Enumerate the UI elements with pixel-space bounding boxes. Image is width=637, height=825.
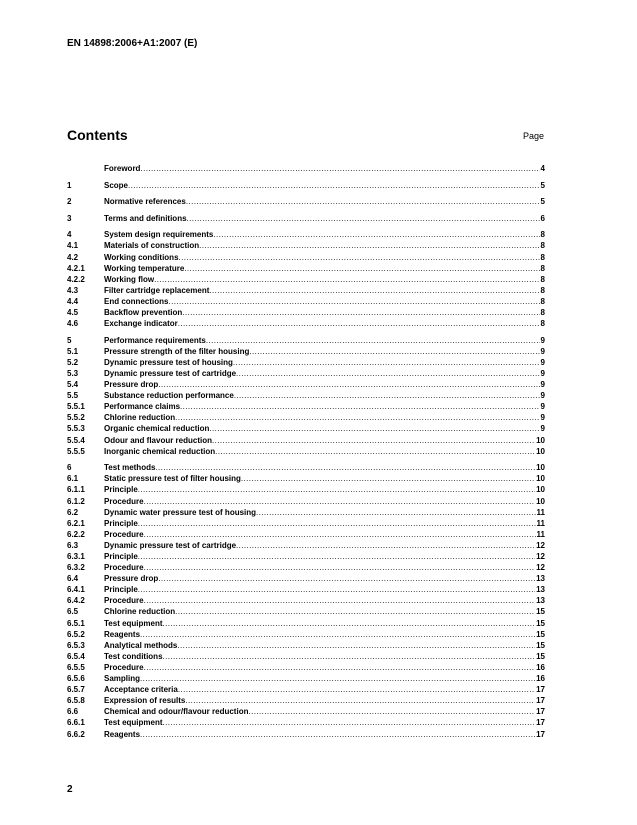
toc-entry[interactable] (67, 436, 545, 447)
toc-entry-number: 6.5.3 (67, 640, 85, 650)
toc-entry[interactable] (67, 297, 545, 308)
toc-entry-title: Acceptance criteria (104, 685, 178, 695)
toc-entry-number: 6.3.1 (67, 552, 85, 561)
toc-entry-page: 8 (540, 285, 545, 295)
toc-entry-title: Working flow (104, 274, 155, 284)
toc-entry[interactable] (67, 286, 545, 297)
toc-leader-dots (140, 730, 535, 739)
toc-entry-title: Principle (104, 585, 138, 595)
toc-entry[interactable] (67, 530, 545, 541)
toc-entry[interactable] (67, 253, 545, 264)
toc-entry[interactable] (67, 619, 545, 630)
toc-entry[interactable] (67, 347, 545, 358)
toc-entry-number: 4.2.2 (67, 274, 85, 284)
toc-leader-dots (163, 718, 536, 727)
toc-entry-number: 4.6 (67, 319, 79, 329)
toc-entry-number: 6.2 (67, 507, 79, 517)
toc-entry-title: Principle (104, 485, 138, 495)
toc-entry-page: 8 (540, 241, 545, 251)
toc-entry-page: 17 (536, 685, 545, 695)
toc-entry[interactable] (67, 519, 545, 530)
toc-entry-number: 6.5.6 (67, 674, 85, 684)
toc-entry-page: 13 (536, 585, 545, 595)
toc-entry-page: 4 (540, 164, 545, 173)
toc-entry-number: 6.3 (67, 540, 79, 550)
toc-entry-number: 6.3.2 (67, 563, 85, 573)
document-id: EN 14898:2006+A1:2007 (E) (67, 38, 198, 49)
toc-leader-dots (179, 253, 540, 262)
toc-leader-dots (184, 264, 539, 273)
toc-entry-page: 9 (540, 357, 545, 367)
toc-entry[interactable] (67, 275, 545, 286)
toc-leader-dots (177, 641, 535, 650)
toc-entry[interactable] (67, 447, 545, 458)
toc-leader-dots (144, 563, 536, 572)
toc-leader-dots (248, 707, 535, 716)
toc-entry-number: 5.4 (67, 380, 79, 390)
toc-entry-page: 8 (540, 308, 545, 318)
toc-entry[interactable] (67, 369, 545, 380)
toc-entry-title: Reagents (104, 629, 141, 639)
toc-entry-page: 13 (536, 574, 545, 584)
toc-leader-dots (163, 619, 536, 628)
toc-leader-dots (256, 508, 535, 517)
toc-leader-dots (187, 214, 540, 223)
toc-entry-number: 6.4 (67, 574, 79, 584)
toc-entry-title: Performance claims (104, 402, 181, 412)
toc-leader-dots (186, 197, 540, 206)
page-number: 2 (67, 784, 73, 795)
toc-entry[interactable] (67, 230, 545, 241)
toc-entry-page: 11 (536, 529, 545, 539)
toc-leader-dots (178, 685, 535, 694)
toc-entry-page: 8 (540, 230, 545, 240)
toc-entry-page: 15 (536, 651, 545, 661)
toc-leader-dots (163, 652, 536, 661)
toc-leader-dots (175, 413, 539, 422)
toc-entry[interactable] (67, 413, 545, 424)
toc-entry-number: 4.4 (67, 296, 79, 306)
toc-entry-title: Dynamic pressure test of housing (104, 357, 233, 367)
toc-leader-dots (140, 674, 535, 683)
toc-entry-title: Terms and definitions (104, 213, 187, 223)
toc-leader-dots (182, 308, 539, 317)
toc-entry-page: 12 (536, 563, 545, 573)
toc-leader-dots (175, 607, 535, 616)
toc-entry-page: 10 (536, 463, 545, 473)
toc-entry-page: 10 (536, 446, 545, 456)
toc-entry[interactable] (67, 308, 545, 319)
toc-leader-dots (144, 497, 536, 506)
toc-entry-number: 5.5.1 (67, 402, 85, 412)
toc-entry[interactable] (67, 391, 545, 402)
toc-entry-number: 5 (67, 335, 72, 345)
toc-entry[interactable] (67, 641, 545, 652)
toc-leader-dots (138, 585, 535, 594)
toc-entry-title: Exchange indicator (104, 319, 178, 329)
toc-entry-number: 6 (67, 463, 72, 473)
toc-entry[interactable] (67, 552, 545, 563)
toc-leader-dots (178, 319, 540, 328)
toc-entry-title: Performance requirements (104, 335, 206, 345)
toc-entry-page: 10 (536, 474, 545, 484)
toc-entry-title: Test conditions (104, 651, 163, 661)
toc-entry[interactable] (67, 730, 545, 741)
page-column-label: Page (522, 131, 544, 141)
toc-entry-title: Normative references (104, 197, 186, 207)
toc-entry-page: 12 (536, 552, 545, 561)
toc-entry-number: 6.5 (67, 607, 79, 617)
toc-entry[interactable] (67, 336, 545, 347)
toc-entry-page: 9 (540, 346, 545, 356)
toc-entry-number: 6.5.7 (67, 685, 85, 695)
toc-entry-number: 6.6 (67, 707, 79, 717)
toc-entry[interactable] (67, 497, 545, 508)
toc-entry-title: End connections (104, 296, 169, 306)
toc-entry-page: 17 (536, 696, 545, 706)
toc-leader-dots (138, 519, 536, 528)
toc-entry-number: 5.5.4 (67, 435, 85, 445)
toc-entry-page: 9 (540, 413, 545, 423)
toc-entry-number: 6.6.1 (67, 718, 85, 728)
toc-entry[interactable] (67, 663, 545, 674)
toc-leader-dots (185, 696, 535, 705)
toc-entry[interactable] (67, 164, 545, 175)
toc-entry-number: 5.5 (67, 391, 79, 401)
toc-entry-page: 11 (536, 507, 545, 517)
toc-entry-page: 15 (536, 607, 545, 617)
toc-entry-number: 6.2.1 (67, 518, 85, 528)
toc-entry-page: 5 (540, 180, 545, 190)
table-of-contents (67, 164, 545, 741)
toc-entry[interactable] (67, 596, 545, 607)
toc-entry-number: 4.2.1 (67, 263, 85, 273)
toc-entry-number: 6.1 (67, 474, 79, 484)
toc-entry-number: 6.1.1 (67, 485, 85, 495)
toc-leader-dots (144, 596, 536, 605)
toc-entry-title: Dynamic pressure test of cartridge (104, 369, 237, 378)
toc-entry-number: 6.5.8 (67, 696, 85, 706)
toc-entry-page: 17 (536, 718, 545, 728)
toc-entry-number: 5.5.5 (67, 446, 85, 456)
toc-entry[interactable] (67, 358, 545, 369)
toc-entry-page: 9 (540, 335, 545, 345)
toc-entry-page: 10 (536, 435, 545, 445)
toc-entry-page: 6 (540, 213, 545, 223)
toc-entry[interactable] (67, 707, 545, 718)
toc-entry[interactable] (67, 674, 545, 685)
toc-entry-title: Procedure (104, 596, 144, 606)
toc-leader-dots (138, 485, 535, 494)
toc-entry[interactable] (67, 685, 545, 696)
toc-entry-number: 6.5.4 (67, 651, 85, 661)
toc-entry-title: Substance reduction performance (104, 391, 234, 401)
toc-entry[interactable] (67, 214, 545, 225)
toc-entry-title: Inorganic chemical reduction (104, 446, 216, 456)
toc-entry-page: 9 (540, 424, 545, 434)
toc-entry[interactable] (67, 585, 545, 596)
toc-leader-dots (209, 424, 539, 433)
toc-entry-title: Organic chemical reduction (104, 424, 210, 434)
toc-leader-dots (212, 436, 535, 445)
toc-entry-title: Working conditions (104, 252, 179, 262)
toc-entry-page: 10 (536, 485, 545, 495)
toc-entry-page: 17 (536, 707, 545, 717)
toc-entry-page: 12 (536, 540, 545, 550)
toc-entry-number: 5.5.3 (67, 424, 85, 434)
toc-entry-title: Dynamic pressure test of cartridge (104, 540, 237, 550)
toc-entry[interactable] (67, 508, 545, 519)
toc-entry-page: 17 (536, 729, 545, 739)
toc-entry-title: System design requirements (104, 230, 214, 240)
toc-entry-title: Working temperature (104, 263, 185, 273)
toc-entry-page: 15 (536, 640, 545, 650)
toc-entry-page: 5 (540, 197, 545, 207)
toc-leader-dots (128, 181, 540, 190)
toc-entry-number: 4 (67, 230, 72, 240)
toc-entry[interactable] (67, 563, 545, 574)
toc-entry-number: 4.1 (67, 241, 79, 251)
toc-entry-title: Reagents (104, 729, 141, 739)
toc-leader-dots (236, 541, 535, 550)
toc-entry[interactable] (67, 380, 545, 391)
toc-entry-title: Procedure (104, 563, 144, 573)
toc-entry-page: 9 (540, 391, 545, 401)
toc-entry-title: Dynamic water pressure test of housing (104, 507, 257, 517)
toc-entry-title: Procedure (104, 529, 144, 539)
toc-entry-title: Chemical and odour/flavour reduction (104, 707, 249, 717)
toc-entry-title: Test equipment (104, 718, 163, 728)
toc-entry-number: 5.2 (67, 357, 79, 367)
toc-entry-number: 6.4.2 (67, 596, 85, 606)
toc-entry-title: Foreword (104, 164, 141, 173)
toc-entry-page: 9 (540, 369, 545, 378)
toc-leader-dots (213, 230, 539, 239)
toc-entry-title: Static pressure test of filter housing (104, 474, 241, 484)
contents-heading: Contents (67, 127, 128, 143)
toc-leader-dots (199, 241, 539, 250)
toc-leader-dots (215, 447, 535, 456)
toc-entry[interactable] (67, 264, 545, 275)
toc-entry-title: Analytical methods (104, 640, 178, 650)
toc-leader-dots (138, 552, 535, 561)
toc-leader-dots (236, 369, 540, 378)
toc-leader-dots (154, 275, 539, 284)
toc-entry-number: 4.3 (67, 285, 79, 295)
toc-entry-title: Backflow prevention (104, 308, 183, 318)
toc-entry-number: 6.5.2 (67, 629, 85, 639)
toc-entry-title: Scope (104, 180, 129, 190)
toc-entry[interactable] (67, 474, 545, 485)
toc-entry[interactable] (67, 607, 545, 618)
toc-entry-title: Pressure drop (104, 574, 159, 584)
toc-leader-dots (140, 164, 539, 173)
toc-entry-number: 6.6.2 (67, 729, 85, 739)
toc-entry[interactable] (67, 197, 545, 208)
toc-entry-page: 8 (540, 263, 545, 273)
toc-entry[interactable] (67, 574, 545, 585)
toc-entry-page: 15 (536, 629, 545, 639)
toc-entry[interactable] (67, 241, 545, 252)
toc-entry-title: Filter cartridge replacement (104, 285, 210, 295)
toc-entry-number: 3 (67, 213, 72, 223)
toc-leader-dots (241, 474, 535, 483)
toc-entry-number: 4.2 (67, 252, 79, 262)
toc-entry-title: Materials of construction (104, 241, 200, 251)
toc-leader-dots (144, 663, 536, 672)
toc-entry-page: 8 (540, 252, 545, 262)
toc-entry-title: Odour and flavour reduction (104, 435, 213, 445)
toc-entry-page: 9 (540, 380, 545, 390)
toc-entry-page: 15 (536, 618, 545, 628)
toc-leader-dots (233, 358, 540, 367)
toc-entry-title: Chlorine reduction (104, 413, 176, 423)
toc-entry-title: Test equipment (104, 618, 163, 628)
toc-entry[interactable] (67, 181, 545, 192)
toc-entry-title: Principle (104, 552, 138, 561)
toc-entry-page: 13 (536, 596, 545, 606)
toc-entry-page: 16 (536, 674, 545, 684)
toc-entry[interactable] (67, 652, 545, 663)
toc-entry[interactable] (67, 402, 545, 413)
toc-leader-dots (180, 402, 540, 411)
toc-entry-number: 5.3 (67, 369, 79, 378)
toc-entry-number: 6.5.5 (67, 662, 85, 672)
toc-entry[interactable] (67, 630, 545, 641)
toc-entry-title: Principle (104, 518, 138, 528)
toc-leader-dots (155, 463, 535, 472)
toc-leader-dots (144, 530, 536, 539)
toc-entry[interactable] (67, 541, 545, 552)
toc-entry-title: Chlorine reduction (104, 607, 176, 617)
toc-entry[interactable] (67, 696, 545, 707)
toc-entry-number: 2 (67, 197, 72, 207)
toc-entry-number: 6.2.2 (67, 529, 85, 539)
toc-entry-title: Procedure (104, 496, 144, 506)
toc-entry-number: 4.5 (67, 308, 79, 318)
toc-entry-number: 1 (67, 180, 72, 190)
toc-leader-dots (234, 391, 540, 400)
toc-leader-dots (158, 574, 535, 583)
toc-entry-number: 6.1.2 (67, 496, 85, 506)
toc-entry-title: Expression of results (104, 696, 186, 706)
toc-entry[interactable] (67, 463, 545, 474)
toc-entry-number: 6.5.1 (67, 618, 85, 628)
toc-entry-page: 11 (536, 518, 545, 528)
toc-entry[interactable] (67, 319, 545, 330)
toc-entry-page: 8 (540, 319, 545, 329)
toc-entry[interactable] (67, 718, 545, 729)
toc-entry-number: 5.5.2 (67, 413, 85, 423)
toc-entry-number: 6.4.1 (67, 585, 85, 595)
toc-entry-page: 8 (540, 274, 545, 284)
toc-leader-dots (209, 286, 539, 295)
toc-entry-title: Test methods (104, 463, 156, 473)
toc-leader-dots (140, 630, 535, 639)
toc-leader-dots (206, 336, 540, 345)
toc-entry-title: Pressure drop (104, 380, 159, 390)
toc-entry-number: 5.1 (67, 346, 79, 356)
toc-entry-page: 9 (540, 402, 545, 412)
toc-entry[interactable] (67, 424, 545, 435)
toc-leader-dots (168, 297, 539, 306)
toc-leader-dots (249, 347, 539, 356)
toc-entry-title: Procedure (104, 662, 144, 672)
toc-entry-title: Sampling (104, 674, 141, 684)
toc-entry-title: Pressure strength of the filter housing (104, 346, 250, 356)
toc-entry-page: 10 (536, 496, 545, 506)
toc-entry-page: 16 (536, 662, 545, 672)
toc-entry[interactable] (67, 485, 545, 496)
toc-entry-page: 8 (540, 296, 545, 306)
toc-leader-dots (158, 380, 539, 389)
